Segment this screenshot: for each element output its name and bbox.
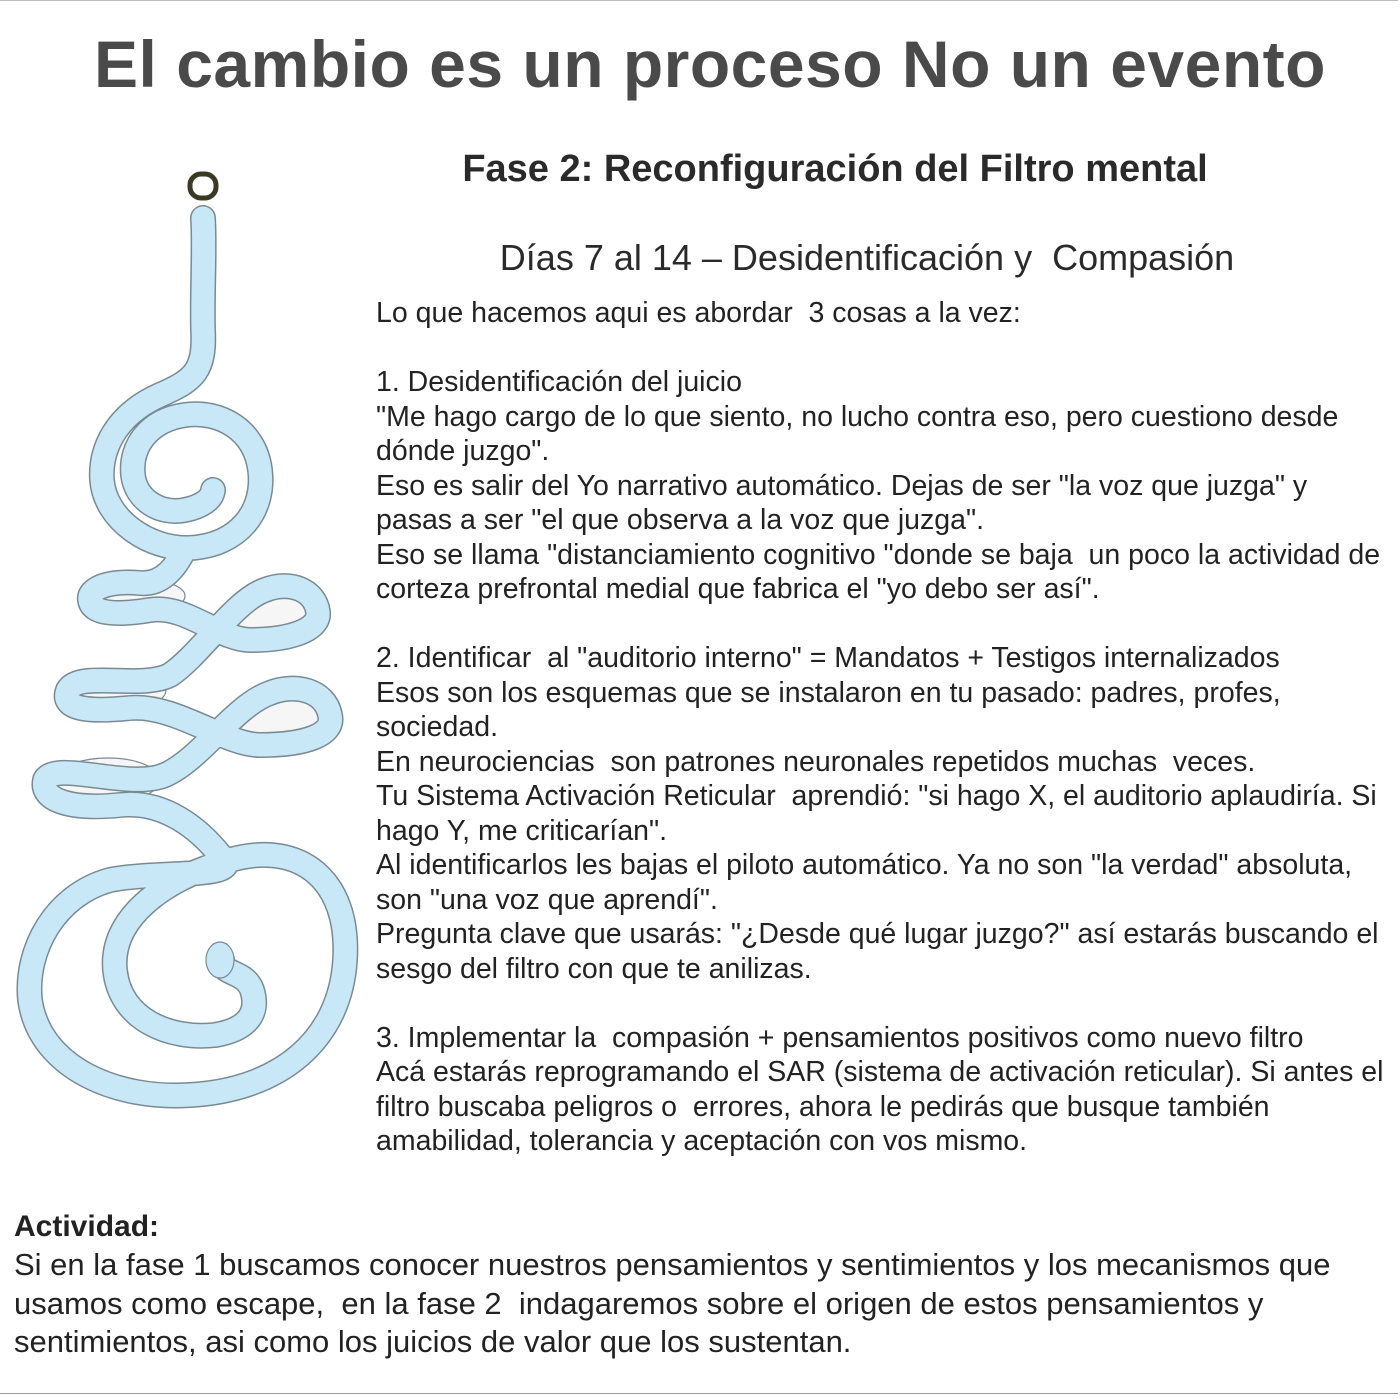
section-3-line: Acá estarás reprogramando el SAR (sistema de activación reticular). Si antes el filtro buscaba peligros o errores, ahora le pedirás que busque también amabilidad, tolerancia y aceptación con vos mismo.	[376, 1056, 1392, 1157]
section-2-line: Tu Sistema Activación Reticular aprendió: "si hago X, el auditorio aplaudiría. Si hago Y, me criticarían".	[376, 780, 1385, 847]
unalome-fill-icon	[29, 218, 345, 1096]
unalome-dot-icon	[190, 174, 216, 198]
body-text	[376, 296, 1396, 1159]
phase-title: Fase 2: Reconfiguración del Filtro mental	[462, 148, 1208, 190]
page-title: El cambio es un proceso No un evento	[94, 27, 1326, 101]
unalome-icon	[0, 160, 370, 1110]
section-2-line: Esos son los esquemas que se instalaron en tu pasado: padres, profes, sociedad.	[376, 676, 1289, 743]
activity-text: Si en la fase 1 buscamos conocer nuestros pensamientos y sentimientos y los mecanismos que usamos como escape, en la fase 2 indagaremos sobre el origen de estos pensamientos y sentimientos, asi como los juicios de valor que los sustentan.	[14, 1247, 1340, 1359]
spacer	[376, 607, 1386, 642]
section-2-line: Al identificarlos les bajas el piloto automático. Ya no son "la verdad" absoluta, son "una voz que aprendí".	[376, 849, 1361, 916]
section-2-heading: 2. Identificar al "auditorio interno" = Mandatos + Testigos internalizados	[376, 642, 1280, 674]
activity-title: Actividad:	[14, 1210, 160, 1243]
section-1-heading: 1. Desidentificación del juicio	[376, 366, 742, 398]
unalome-drop-icon	[206, 942, 234, 978]
phase-subtitle: Días 7 al 14 – Desidentificación y Compasión	[499, 237, 1235, 278]
section-1-line: Eso es salir del Yo narrativo automático. Dejas de ser "la voz que juzga" y pasas a ser "el que observa a la voz que juzga".	[376, 469, 1316, 536]
section-2-line: Pregunta clave que usarás: "¿Desde qué lugar juzgo?" así estarás buscando el sesgo del filtro con que te anilizas.	[376, 918, 1387, 985]
activity-section	[14, 1208, 1384, 1362]
intro-text: Lo que hacemos aqui es abordar 3 cosas a la vez:	[376, 297, 1021, 329]
section-2-line: En neurociencias son patrones neuronales repetidos muchas veces.	[376, 745, 1256, 778]
spacer	[376, 986, 1386, 1021]
section-3-heading: 3. Implementar la compasión + pensamientos positivos como nuevo filtro	[376, 1021, 1304, 1054]
section-1-line: Eso se llama "distanciamiento cognitivo "donde se baja un poco la actividad de corteza prefrontal medial que fabrica el "yo debo ser así".	[376, 538, 1396, 605]
section-1-line: "Me hago cargo de lo que siento, no lucho contra eso, pero cuestiono desde dónde juzgo".	[376, 400, 1347, 467]
spacer	[376, 331, 1386, 366]
